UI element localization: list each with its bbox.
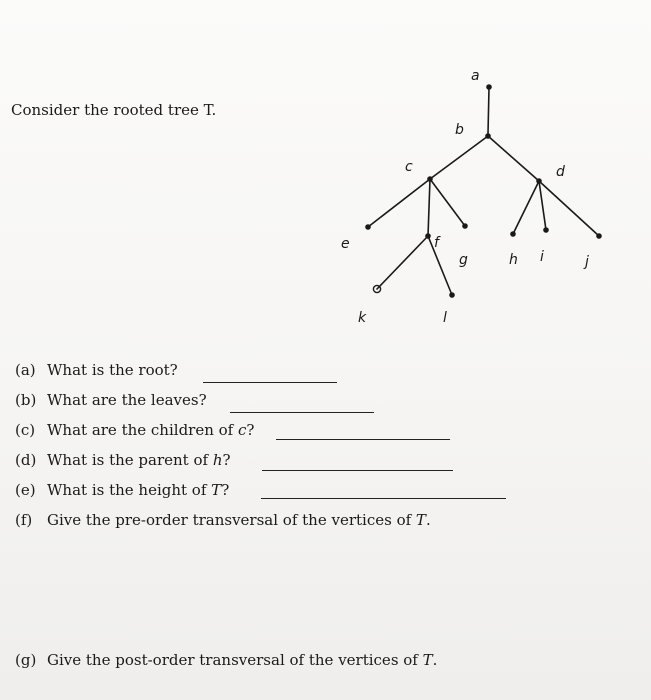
question-a bbox=[15, 361, 178, 379]
question-c-label: (c) bbox=[15, 421, 36, 439]
edge-d-h bbox=[513, 181, 539, 234]
vertex-d bbox=[536, 178, 542, 184]
vertex-i bbox=[543, 227, 549, 233]
edge-a-b bbox=[488, 88, 489, 134]
question-e-var: T bbox=[211, 481, 222, 499]
answer-blank-e[interactable] bbox=[261, 498, 506, 499]
question-f-label: (f) bbox=[15, 511, 33, 529]
label-h: h bbox=[509, 252, 518, 268]
edge-c-e bbox=[368, 179, 430, 227]
question-f-suffix: . bbox=[425, 511, 431, 529]
question-g-suffix: . bbox=[432, 651, 438, 669]
question-f-text: Give the pre-order transversal of the vertices of bbox=[47, 511, 416, 529]
question-d-label: (d) bbox=[15, 451, 37, 469]
vertex-l bbox=[449, 292, 455, 298]
question-e-label: (e) bbox=[15, 481, 36, 499]
label-e: e bbox=[341, 236, 350, 252]
question-e-suffix: ? bbox=[221, 481, 230, 499]
question-g-var: T bbox=[422, 651, 433, 669]
question-c-text: What are the children of bbox=[47, 421, 238, 439]
vertex-a bbox=[486, 84, 492, 90]
vertex-c bbox=[427, 176, 433, 182]
answer-blank-b[interactable] bbox=[230, 412, 374, 413]
question-f bbox=[15, 511, 431, 529]
label-j: j bbox=[585, 254, 589, 270]
edge-b-c bbox=[430, 136, 488, 179]
edge-b-d bbox=[488, 136, 539, 181]
edge-d-i bbox=[539, 181, 546, 230]
question-g-label: (g) bbox=[15, 651, 37, 669]
label-a: a bbox=[471, 68, 480, 84]
label-l: l bbox=[443, 310, 447, 326]
question-b-text: What are the leaves? bbox=[47, 391, 207, 409]
label-i: i bbox=[540, 249, 544, 265]
vertex-j bbox=[596, 233, 602, 239]
edge-f-l bbox=[428, 236, 452, 295]
question-c-var: c bbox=[238, 421, 247, 439]
question-d bbox=[15, 451, 231, 469]
edge-c-f bbox=[428, 179, 430, 236]
label-d: d bbox=[556, 164, 565, 180]
label-f: f bbox=[434, 235, 439, 251]
question-f-var: T bbox=[415, 511, 426, 529]
question-c bbox=[15, 421, 254, 439]
question-e bbox=[15, 481, 229, 499]
question-c-suffix: ? bbox=[246, 421, 255, 439]
vertex-e bbox=[365, 224, 371, 230]
vertex-f bbox=[425, 233, 431, 239]
vertex-g bbox=[462, 223, 468, 229]
answer-blank-c[interactable] bbox=[276, 439, 450, 440]
question-b-label: (b) bbox=[15, 391, 37, 409]
answer-blank-a[interactable] bbox=[203, 382, 337, 383]
label-c: c bbox=[405, 159, 413, 175]
question-g bbox=[15, 651, 437, 669]
edge-f-k bbox=[377, 236, 428, 289]
vertex-b bbox=[485, 133, 491, 139]
answer-blank-d[interactable] bbox=[262, 470, 453, 471]
question-a-label: (a) bbox=[15, 361, 36, 379]
label-g: g bbox=[459, 252, 468, 268]
question-d-text: What is the parent of bbox=[47, 451, 213, 469]
question-e-text: What is the height of bbox=[47, 481, 212, 499]
edge-c-g bbox=[430, 179, 465, 226]
question-d-var: h bbox=[212, 451, 223, 469]
label-b: b bbox=[455, 122, 464, 138]
question-a-text: What is the root? bbox=[47, 361, 178, 379]
label-k: k bbox=[358, 310, 367, 326]
edge-d-j bbox=[539, 181, 599, 236]
problem-intro: Consider the rooted tree T. bbox=[11, 101, 217, 119]
question-d-suffix: ? bbox=[222, 451, 231, 469]
question-b bbox=[15, 391, 207, 409]
question-g-text: Give the post-order transversal of the vertices of bbox=[47, 651, 423, 669]
vertex-h bbox=[510, 231, 516, 237]
